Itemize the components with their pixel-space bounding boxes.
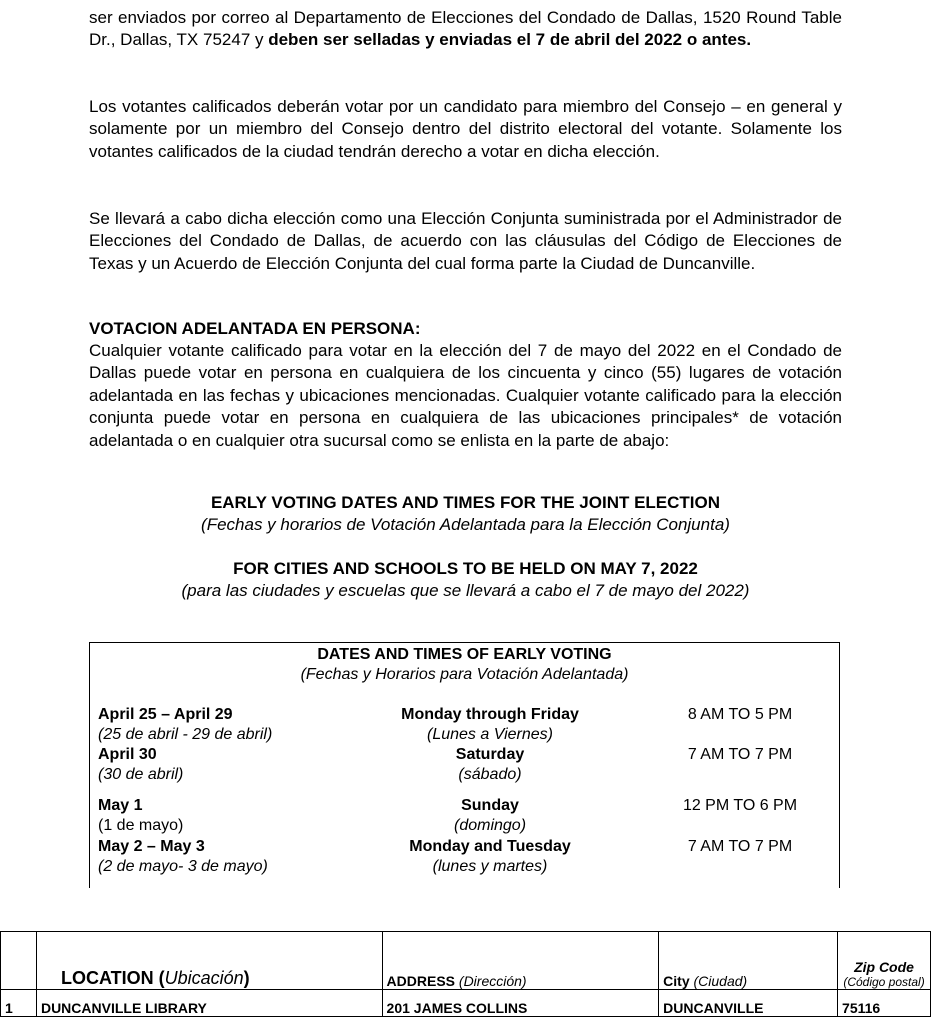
early-voting-paragraph: Cualquier votante calificado para votar en la elección del 7 de mayo del 2022 en el Condado de Dallas puede votar en persona en cualquiera de los cincuenta y cinco (55) lugares de votación adelantada en las fechas y ubicaciones mencionadas. Cualquier votante calificado para la elección conjunta puede votar en persona en cualquiera de las ubicaciones principales* de votación adelantada o en cualquier otra sucursal como se enlista en la parte de abajo:: [89, 341, 842, 450]
schedule-date-es: (25 de abril - 29 de abril): [98, 726, 273, 743]
cities-schools-title: FOR CITIES AND SCHOOLS TO BE HELD ON MAY 7, 2022: [233, 559, 698, 578]
schedule-row: [90, 796, 839, 838]
joint-election-subtitle: (Fechas y horarios de Votación Adelantada para la Elección Conjunta): [201, 515, 730, 534]
schedule-date: [98, 796, 358, 836]
header-zip-label: Zip Code: [854, 959, 914, 975]
schedule-day-es: (Lunes a Viernes): [427, 726, 553, 743]
header-location-close: ): [243, 968, 250, 988]
header-zip: [838, 932, 931, 990]
early-voting-schedule-box: [89, 642, 840, 888]
row-city: DUNCANVILLE: [659, 990, 838, 1017]
schedule-time: 7 AM TO 7 PM: [687, 746, 793, 763]
row-location: DUNCANVILLE LIBRARY: [36, 990, 382, 1017]
table-row: [1, 990, 931, 1017]
schedule-title: DATES AND TIMES OF EARLY VOTING: [317, 646, 612, 663]
schedule-day: [360, 745, 620, 785]
header-city-es: (Ciudad): [693, 973, 748, 989]
schedule-day-en: Sunday: [461, 797, 519, 814]
header-zip-es: (Código postal): [843, 975, 925, 989]
header-location: [36, 932, 382, 990]
header-address-es: (Dirección): [458, 973, 527, 989]
row-address: 201 JAMES COLLINS: [382, 990, 659, 1017]
schedule-date-en: April 30: [98, 746, 157, 763]
schedule-date-es: (1 de mayo): [98, 817, 184, 834]
row-num: 1: [1, 990, 37, 1017]
joint-election-paragraph: Se llevará a cabo dicha elección como una Elección Conjunta suministrada por el Administrador de Elecciones del Condado de Dallas, de acuerdo con las cláusulas del Código de Elecciones de Texas y un Acuerdo de Elección Conjunta del cual forma parte la Ciudad de Duncanville.: [89, 209, 842, 273]
schedule-date-es: (2 de mayo- 3 de mayo): [98, 858, 268, 875]
schedule-date-en: April 25 – April 29: [98, 706, 233, 723]
header-city-label: City: [663, 973, 690, 989]
schedule-row: [90, 745, 839, 787]
schedule-date-en: May 1: [98, 797, 143, 814]
schedule-day: [360, 705, 620, 745]
schedule-time: 7 AM TO 7 PM: [687, 838, 793, 855]
schedule-day-es: (domingo): [453, 817, 527, 834]
schedule-day: [360, 796, 620, 836]
header-num-cell: [1, 932, 37, 990]
schedule-day-en: Saturday: [455, 746, 525, 763]
schedule-row: [90, 837, 839, 879]
schedule-date: [98, 745, 358, 785]
schedule-time: 8 AM TO 5 PM: [687, 706, 793, 723]
locations-header-row: [1, 932, 931, 990]
row-zip: 75116: [838, 990, 931, 1017]
schedule-day-es: (sábado): [458, 766, 522, 783]
header-city: [659, 932, 838, 990]
schedule-date-en: May 2 – May 3: [98, 838, 205, 855]
early-voting-heading: VOTACION ADELANTADA EN PERSONA:: [89, 319, 421, 338]
cities-schools-title-block: [0, 558, 931, 602]
schedule-date-es: (30 de abril): [98, 766, 184, 783]
header-address-label: ADDRESS: [386, 973, 456, 989]
mail-deadline-text: deben ser selladas y enviadas el 7 de abril del 2022 o antes.: [268, 30, 752, 50]
joint-election-title: EARLY VOTING DATES AND TIMES FOR THE JOINT ELECTION: [210, 493, 721, 512]
header-location-es: Ubicación: [164, 968, 244, 988]
schedule-day-en: Monday and Tuesday: [409, 838, 571, 855]
schedule-day-en: Monday through Friday: [401, 706, 579, 723]
cities-schools-subtitle: (para las ciudades y escuelas que se llevará a cabo el 7 de mayo del 2022): [181, 581, 750, 600]
schedule-row: [90, 705, 839, 747]
joint-election-title-block: [0, 492, 931, 536]
schedule-date: [98, 705, 358, 745]
header-location-label: LOCATION (: [60, 968, 165, 988]
schedule-time: 12 PM TO 6 PM: [682, 797, 798, 814]
mail-paragraph: [89, 7, 842, 52]
schedule-day: [360, 837, 620, 877]
schedule-subtitle: (Fechas y Horarios para Votación Adelantada): [300, 666, 629, 683]
mail-text: ser enviados por correo al Departamento de Elecciones del Condado de Dallas, 1520 Round Table Dr., Dallas, TX 75247 y: [89, 8, 842, 50]
schedule-date: [98, 837, 358, 877]
locations-table: [0, 931, 931, 1017]
voters-paragraph: Los votantes calificados deberán votar por un candidato para miembro del Consejo – en general y solamente por un miembro del Consejo dentro del distrito electoral del votante. Solamente los votantes calificados de la ciudad tendrán derecho a votar en dicha elección.: [89, 97, 842, 161]
header-address: [382, 932, 659, 990]
schedule-day-es: (lunes y martes): [432, 858, 548, 875]
